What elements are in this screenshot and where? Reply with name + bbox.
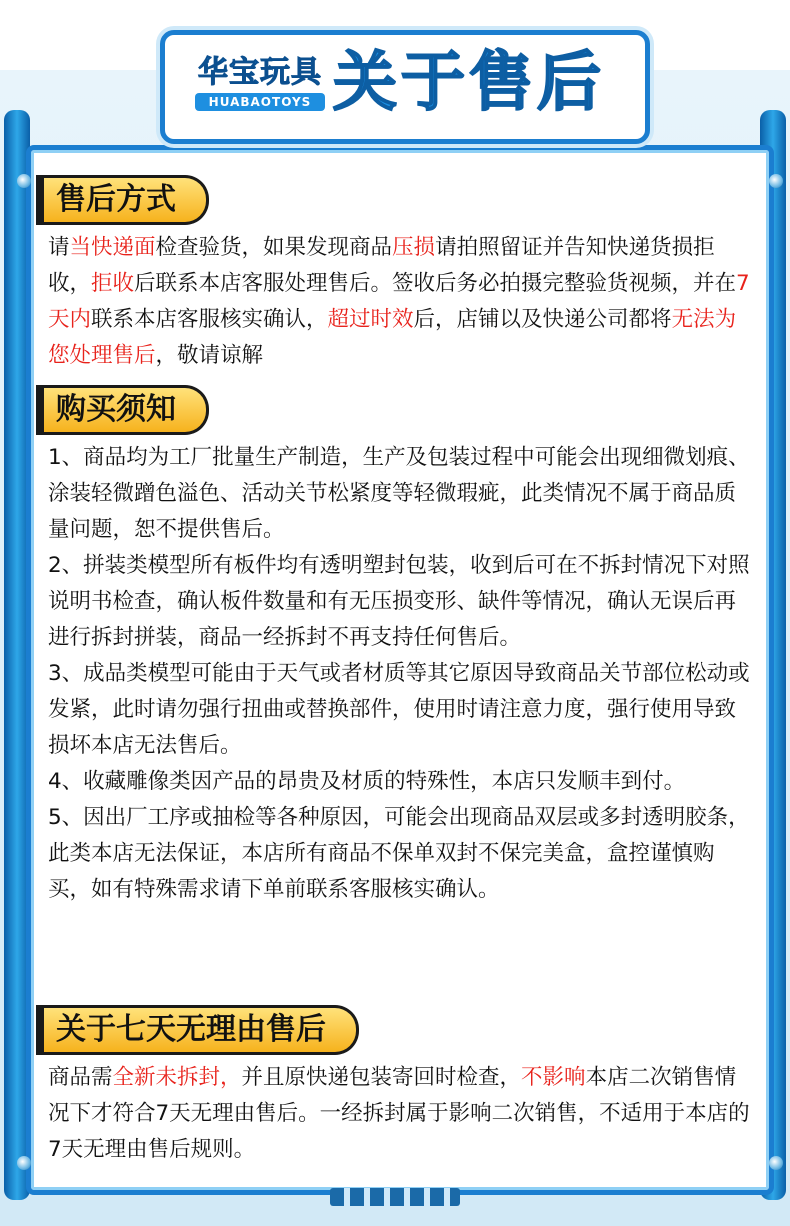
highlight-text: 当快递面 — [69, 235, 156, 260]
highlight-text: 全新未拆封， — [112, 1065, 242, 1090]
section-heading-after-sales-method: 售后方式 — [42, 175, 209, 225]
highlight-text: 7天内 — [48, 271, 750, 332]
list-item: 3、成品类模型可能由于天气或者材质等其它原因导致商品关节部位松动或发紧，此时请勿强行扭曲或替换部件，使用时请注意力度，强行使用导致损坏本店无法售后。 — [48, 661, 750, 758]
list-item: 4、收藏雕像类因产品的昂贵及材质的特殊性，本店只发顺丰到付。 — [48, 769, 686, 794]
body-text: 后联系本店客服处理售后。签收后务必拍摄完整验货视频，并在 — [134, 271, 737, 296]
body-text: 后，店铺以及快递公司都将 — [413, 307, 672, 332]
bottom-decor-strip — [330, 1188, 460, 1206]
highlight-text: 超过时效 — [327, 307, 414, 332]
bolt-icon — [769, 174, 783, 188]
body-text: ，敬请谅解 — [155, 343, 264, 368]
highlight-text: 无法为您处理售后 — [48, 307, 737, 368]
body-text: 商品需 — [48, 1065, 113, 1090]
section-heading-seven-day-return: 关于七天无理由售后 — [42, 1005, 359, 1055]
body-text: 请拍照留证并告知快递货损拒收， — [48, 235, 715, 296]
highlight-text: 拒收 — [91, 271, 135, 296]
body-text: 请 — [48, 235, 70, 260]
highlight-text: 压损 — [392, 235, 436, 260]
bolt-icon — [769, 1156, 783, 1170]
highlight-text: 不影响 — [521, 1065, 586, 1090]
seven-day-return-paragraph — [48, 1060, 752, 1168]
purchase-notes-list — [48, 440, 752, 908]
after-sales-method-paragraph — [48, 230, 752, 374]
list-item: 1、商品均为工厂批量生产制造，生产及包装过程中可能会出现细微划痕、涂装轻微蹭色溢色、活动关节松紧度等轻微瑕疵，此类情况不属于商品质量问题，恕不提供售后。 — [48, 445, 750, 542]
logo-chinese-text: 华宝玩具 — [198, 55, 322, 90]
after-sales-method-text — [48, 230, 752, 374]
list-item: 2、拼装类模型所有板件均有透明塑封包装，收到后可在不拆封情况下对照说明书检查，确认板件数量和有无压损变形、缺件等情况，确认无误后再进行拆封拼装，商品一经拆封不再支持任何售后。 — [48, 553, 750, 650]
body-text: 联系本店客服核实确认， — [91, 307, 328, 332]
section-heading-purchase-notes: 购买须知 — [42, 385, 209, 435]
brand-logo — [195, 53, 325, 123]
logo-english-text: HUABAOTOYS — [195, 93, 325, 111]
bolt-icon — [17, 1156, 31, 1170]
seven-day-return-text — [48, 1060, 752, 1168]
body-text: 并且原快递包装寄回时检查， — [241, 1065, 522, 1090]
bolt-icon — [17, 174, 31, 188]
page-title: 关于售后 — [333, 46, 605, 120]
list-item: 5、因出厂工序或抽检等各种原因，可能会出现商品双层或多封透明胶条，此类本店无法保证，本店所有商品不保单双封不保完美盒，盒控谨慎购买，如有特殊需求请下单前联系客服核实确认。 — [48, 805, 750, 902]
body-text: 检查验货，如果发现商品 — [155, 235, 393, 260]
page-header — [160, 30, 650, 144]
body-text: 本店二次销售情况下才符合7天无理由售后。一经拆封属于影响二次销售，不适用于本店的7天无理由售后规则。 — [48, 1065, 750, 1162]
